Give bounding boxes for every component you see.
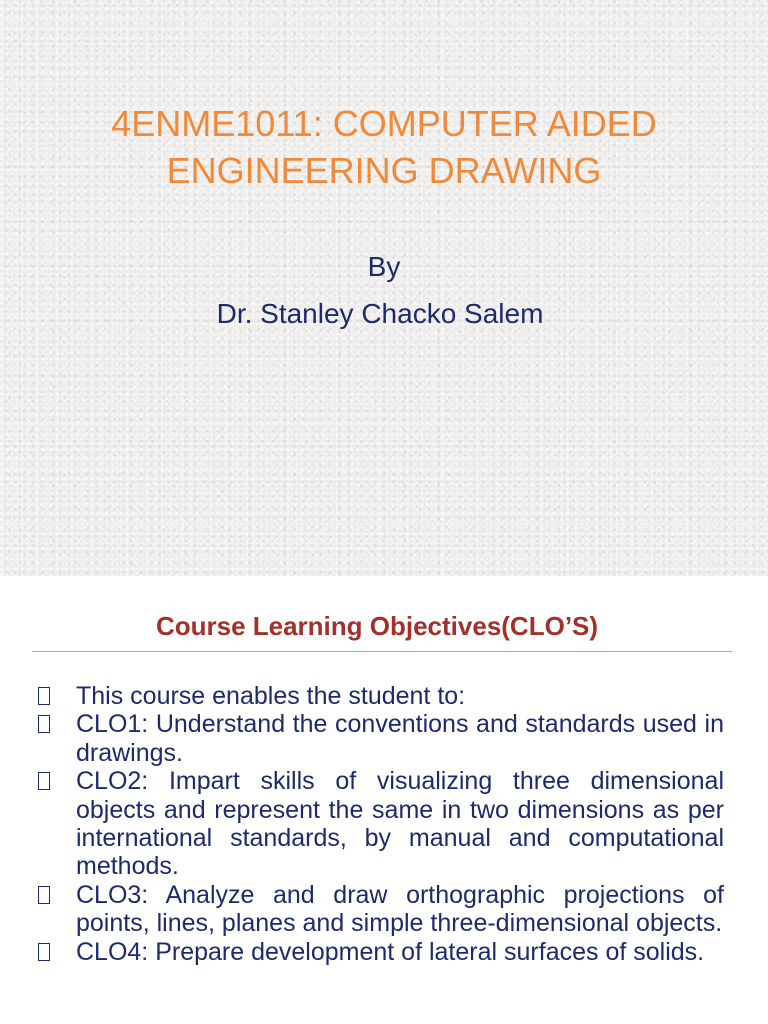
by-label: By (367, 251, 401, 282)
heading-divider (32, 651, 732, 652)
list-item-text: This course enables the student to: (76, 682, 466, 710)
clo-list (38, 682, 724, 966)
objectives-slide (0, 576, 768, 1024)
square-bullet-icon (38, 886, 50, 904)
list-item (38, 938, 724, 966)
clo-heading: Course Learning Objectives(CLO’S) (155, 611, 599, 641)
square-bullet-icon (38, 687, 50, 705)
slide-title: 4ENME1011: COMPUTER AIDED ENGINEERING DRAWING (111, 103, 657, 191)
square-bullet-icon (38, 943, 50, 961)
list-item (38, 682, 724, 710)
list-item (38, 767, 724, 881)
list-item (38, 710, 724, 767)
list-item (38, 881, 724, 938)
list-item-text: CLO4: Prepare development of lateral surfaces of solids. (76, 937, 705, 966)
square-bullet-icon (38, 772, 50, 790)
list-item-text: CLO3: Analyze and draw orthographic projections of points, lines, planes and simple three-dimensional objects. (76, 880, 724, 938)
square-bullet-icon (38, 715, 50, 733)
list-item-text: CLO1: Understand the conventions and standards used in drawings. (76, 710, 724, 767)
author-name: Dr. Stanley Chacko Salem (216, 298, 544, 329)
list-item-text: CLO2: Impart skills of visualizing three dimensional objects and represent the same in two dimensions as per international standards, by manual and computational methods. (76, 767, 724, 881)
